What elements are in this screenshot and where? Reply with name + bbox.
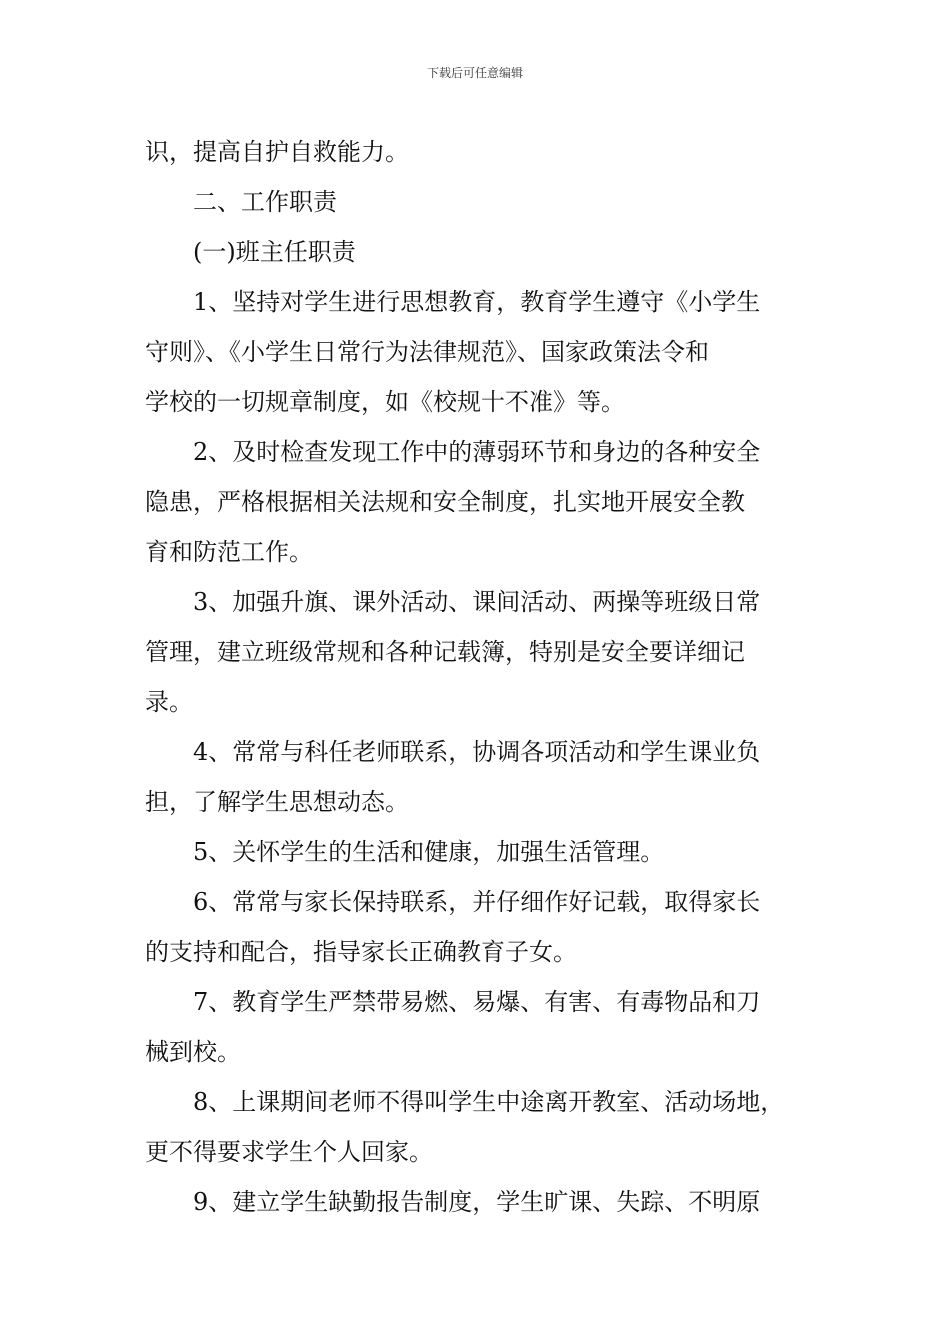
text-line: 守则》、《小学生日常行为法律规范》、国家政策法令和 xyxy=(145,338,709,366)
text-line: 5、关怀学生的生活和健康，加强生活管理。 xyxy=(193,838,665,866)
text-line: 3、加强升旗、课外活动、课间活动、两操等班级日常 xyxy=(193,588,761,616)
text-line: 2、及时检查发现工作中的薄弱环节和身边的各种安全 xyxy=(193,438,761,466)
text-line: 9、建立学生缺勤报告制度，学生旷课、失踪、不明原 xyxy=(193,1188,761,1216)
text-line: 8、上课期间老师不得叫学生中途离开教室、活动场地， xyxy=(193,1088,785,1116)
text-line: 学校的一切规章制度，如《校规十不准》等。 xyxy=(145,388,625,416)
text-line: 担，了解学生思想动态。 xyxy=(145,788,409,816)
text-line: 更不得要求学生个人回家。 xyxy=(145,1138,433,1166)
text-line: 育和防范工作。 xyxy=(145,538,313,566)
text-line: 识，提高自护自救能力。 xyxy=(145,138,409,166)
page-header: 下载后可任意编辑 xyxy=(426,66,523,80)
text-line: 隐患，严格根据相关法规和安全制度，扎实地开展安全教 xyxy=(145,488,745,516)
text-line: 二、工作职责 xyxy=(193,188,337,216)
text-line: 4、常常与科任老师联系，协调各项活动和学生课业负 xyxy=(193,738,761,766)
text-line: 7、教育学生严禁带易燃、易爆、有害、有毒物品和刀 xyxy=(193,988,761,1016)
text-line: 管理，建立班级常规和各种记载簿，特别是安全要详细记 xyxy=(145,638,745,666)
text-line: 的支持和配合，指导家长正确教育子女。 xyxy=(145,938,577,966)
text-line: (一)班主任职责 xyxy=(193,238,356,266)
text-line: 录。 xyxy=(145,688,193,716)
text-line: 6、常常与家长保持联系，并仔细作好记载，取得家长 xyxy=(193,888,761,916)
text-line: 1、坚持对学生进行思想教育，教育学生遵守《小学生 xyxy=(193,288,761,316)
text-line: 械到校。 xyxy=(145,1038,241,1066)
document-body xyxy=(145,127,807,1227)
